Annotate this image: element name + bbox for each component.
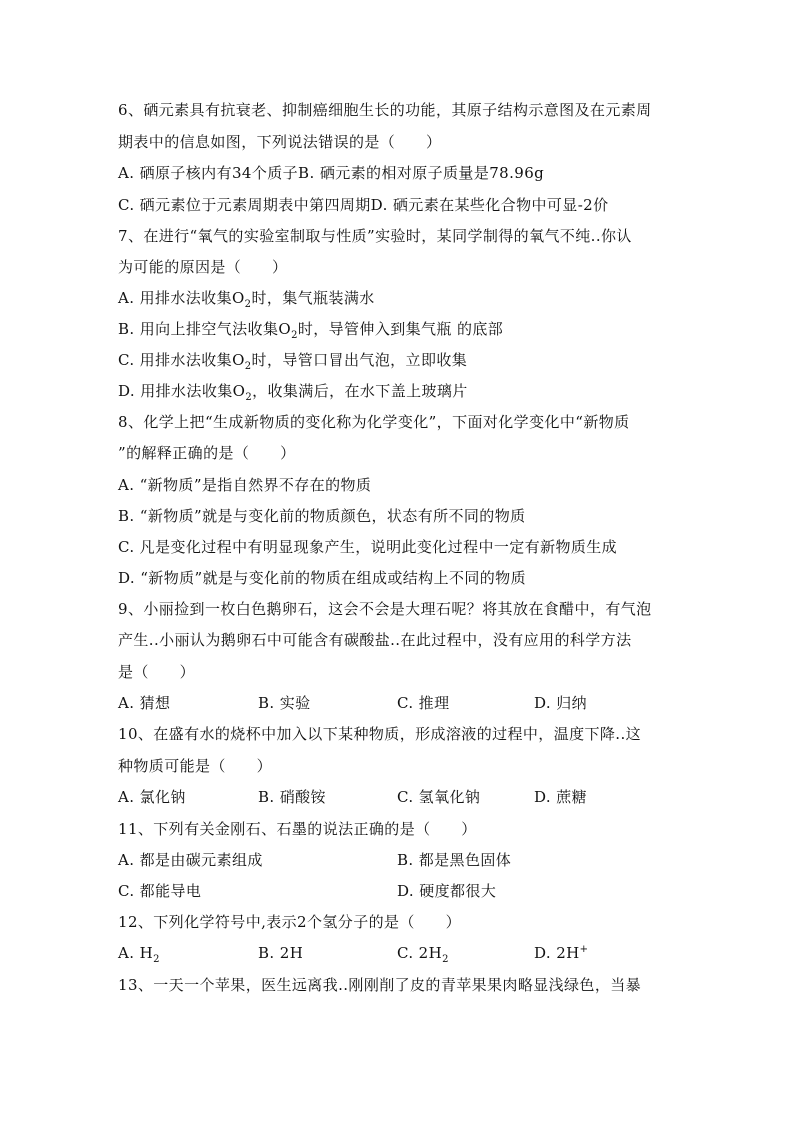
q12-option-c-sub: 2 xyxy=(442,954,449,965)
q7-option-b-pre: B. 用向上排空气法收集O xyxy=(118,320,292,338)
q12-stem: 12、下列化学符号中,表示2个氢分子的是（ ） xyxy=(118,913,462,931)
q7-option-c-post: 时，导管口冒出气泡，立即收集 xyxy=(251,351,468,369)
q12-option-b xyxy=(258,943,303,963)
q12-option-a xyxy=(118,943,160,963)
q11-stem: 11、下列有关金刚石、石墨的说法正确的是（ ） xyxy=(118,820,477,838)
q7-option-a-sub: 2 xyxy=(244,299,252,310)
q7-option-d-sub: 2 xyxy=(245,392,253,403)
q7-stem-line-1: 7、在进行“氧气的实验室制取与性质”实验时，某同学制得的氧气不纯..你认 xyxy=(118,227,632,245)
q9-option-c: C. 推理 xyxy=(397,694,450,712)
q12-option-d-sup: + xyxy=(579,944,589,955)
q7-option-d xyxy=(118,381,468,401)
q12-option-a-sub: 2 xyxy=(153,954,160,965)
q11-option-b: B. 都是黑色固体 xyxy=(397,851,512,869)
q7-stem-line-2: 为可能的原因是（ ） xyxy=(118,258,288,276)
q9-stem-line-1: 9、小丽捡到一枚白色鹅卵石，这会不会是大理石呢？将其放在食醋中，有气泡 xyxy=(118,600,652,618)
q9-stem-line-3: 是（ ） xyxy=(118,663,196,681)
q12-option-c-text: C. 2H xyxy=(397,944,443,962)
q10-option-c: C. 氢氧化钠 xyxy=(397,788,481,806)
q8-stem-line-2: ”的解释正确的是（ ） xyxy=(118,444,296,462)
q6-stem-line-2: 期表中的信息如图，下列说法错误的是（ ） xyxy=(118,133,442,151)
q7-option-a-pre: A. 用排水法收集O xyxy=(118,289,245,307)
q12-option-d-text: D. 2H xyxy=(534,944,580,962)
q8-option-d: D. “新物质”就是与变化前的物质在组成或结构上不同的物质 xyxy=(118,569,526,587)
q7-option-b xyxy=(118,319,503,339)
q11-option-a: A. 都是由碳元素组成 xyxy=(118,851,263,869)
q7-option-d-post: ，收集满后，在水下盖上玻璃片 xyxy=(252,382,468,400)
q10-option-a: A. 氯化钠 xyxy=(118,788,186,806)
q7-option-a xyxy=(118,288,375,308)
q11-option-d: D. 硬度都很大 xyxy=(397,882,497,900)
q9-stem-line-2: 产生..小丽认为鹅卵石中可能含有碳酸盐..在此过程中，没有应用的科学方法 xyxy=(118,631,632,649)
q10-option-b: B. 硝酸铵 xyxy=(258,788,326,806)
q7-option-d-pre: D. 用排水法收集O xyxy=(118,382,246,400)
q7-option-c-sub: 2 xyxy=(244,361,252,372)
q13-stem-line-1: 13、一天一个苹果，医生远离我..刚刚削了皮的青苹果果肉略显浅绿色，当暴 xyxy=(118,976,642,994)
q8-option-c: C. 凡是变化过程中有明显现象产生，说明此变化过程中一定有新物质生成 xyxy=(118,538,618,556)
q9-option-a: A. 猜想 xyxy=(118,694,171,712)
q12-option-a-text: A. H xyxy=(118,944,154,962)
q12-option-c xyxy=(397,943,449,963)
q8-option-a: A. “新物质”是指自然界不存在的物质 xyxy=(118,476,372,494)
q7-option-c-pre: C. 用排水法收集O xyxy=(118,351,245,369)
q9-option-d: D. 归纳 xyxy=(534,694,588,712)
q12-option-d xyxy=(534,943,588,963)
q7-option-b-sub: 2 xyxy=(291,330,298,341)
q11-option-c: C. 都能导电 xyxy=(118,882,202,900)
q10-option-d: D. 蔗糖 xyxy=(534,788,588,806)
q10-stem-line-1: 10、在盛有水的烧杯中加入以下某种物质，形成溶液的过程中，温度下降..这 xyxy=(118,725,642,743)
q12-option-b-text: B. 2H xyxy=(258,944,304,962)
q10-stem-line-2: 种物质可能是（ ） xyxy=(118,757,273,775)
q8-option-b: B. “新物质”就是与变化前的物质颜色，状态有所不同的物质 xyxy=(118,507,526,525)
q6-option-cd: C. 硒元素位于元素周期表中第四周期D. 硒元素在某些化合物中可显-2价 xyxy=(118,196,609,214)
q6-option-ab: A. 硒原子核内有34个质子B. 硒元素的相对原子质量是78.96g xyxy=(118,164,545,182)
q8-stem-line-1: 8、化学上把“生成新物质的变化称为化学变化”，下面对化学变化中“新物质 xyxy=(118,413,630,431)
q7-option-b-post: 时，导管伸入到集气瓶 的底部 xyxy=(297,320,504,338)
q9-option-b: B. 实验 xyxy=(258,694,311,712)
q7-option-a-post: 时，集气瓶装满水 xyxy=(251,289,375,307)
q7-option-c xyxy=(118,350,467,370)
q6-stem-line-1: 6、硒元素具有抗衰老、抑制癌细胞生长的功能，其原子结构示意图及在元素周 xyxy=(118,101,652,119)
